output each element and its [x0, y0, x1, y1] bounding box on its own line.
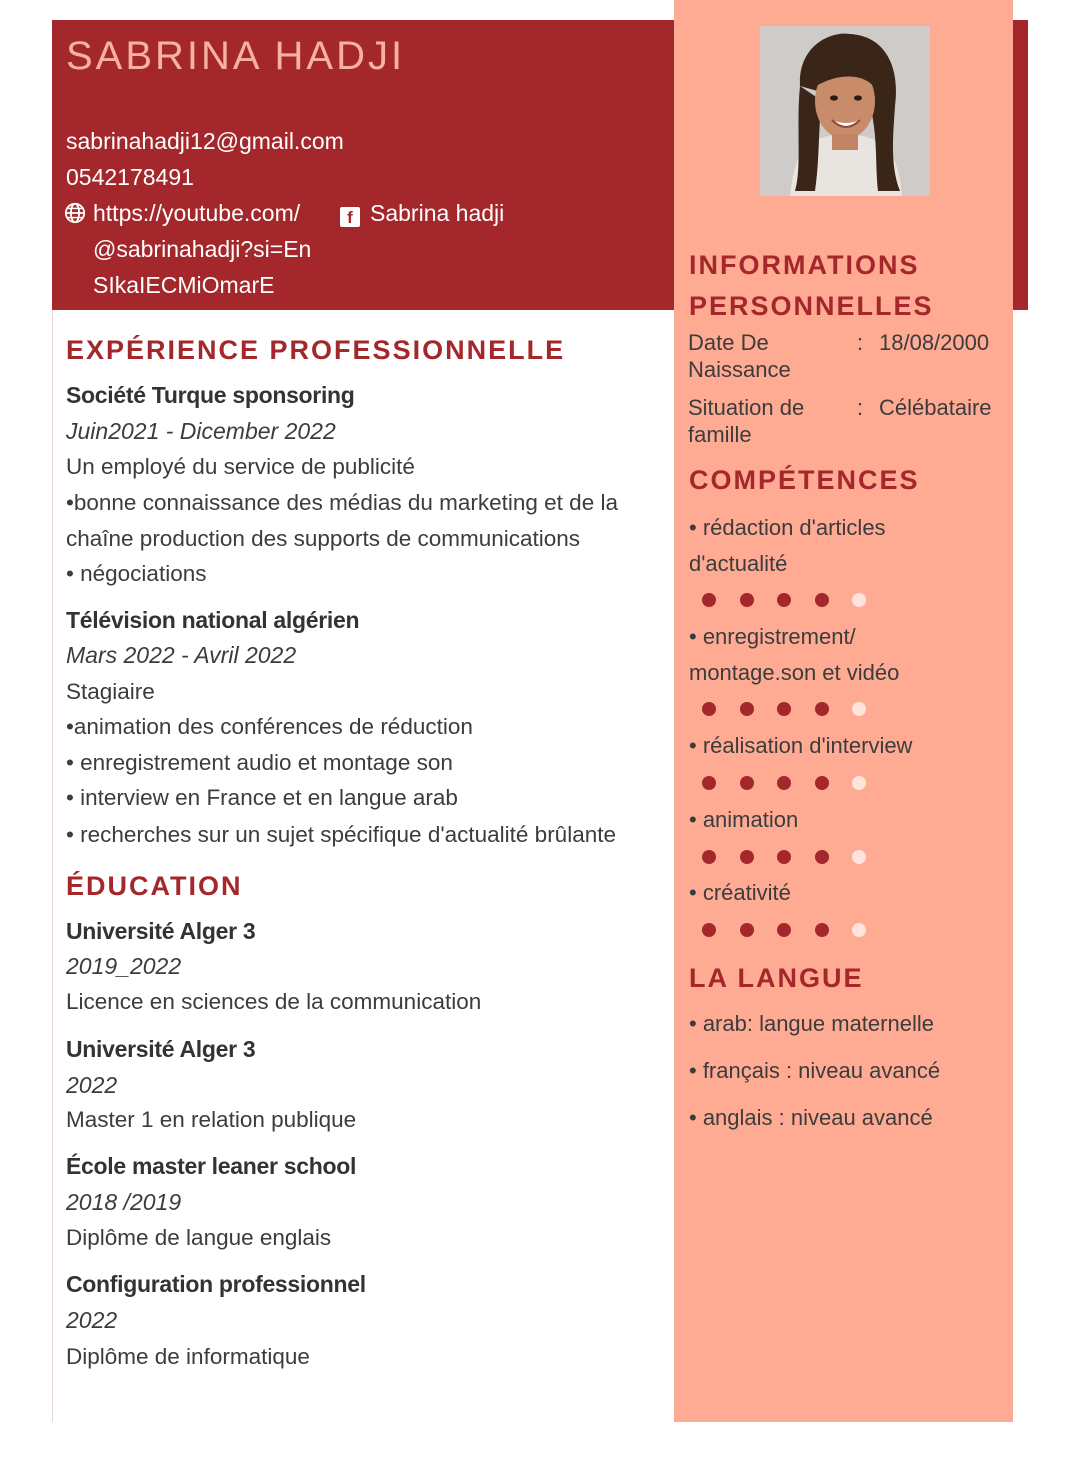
rating-dot-empty [852, 702, 866, 716]
personal-info-title-line: PERSONNELLES [689, 291, 934, 321]
rating-dot-filled [815, 850, 829, 864]
job-description-line: • négociations [66, 561, 207, 586]
skill-item [689, 619, 999, 691]
school-name: Configuration professionnel [66, 1271, 366, 1297]
birthdate-value: 18/08/2000 [879, 330, 990, 355]
label-line: Date De [688, 330, 769, 355]
label-line: Naissance [688, 357, 791, 382]
skill-line: montage.son et vidéo [689, 660, 900, 685]
website-link[interactable] [93, 195, 311, 303]
rating-dot-filled [702, 850, 716, 864]
job-description-line: • interview en France et en langue arab [66, 785, 458, 810]
degree: Master 1 en relation publique [66, 1107, 357, 1132]
website-line: https://youtube.com/ [93, 200, 301, 226]
rating-dot-filled [740, 923, 754, 937]
personal-info-title [689, 245, 934, 327]
marital-status-value: Célébataire [879, 395, 992, 420]
rating-dot-filled [777, 850, 791, 864]
sidebar [674, 0, 1013, 1422]
left-divider [52, 310, 53, 1422]
languages-title: LA LANGUE [689, 963, 864, 993]
rating-dot-filled [740, 702, 754, 716]
rating-dot-filled [777, 593, 791, 607]
experience-title: EXPÉRIENCE PROFESSIONNELLE [66, 335, 566, 365]
rating-dot-empty [852, 923, 866, 937]
job-description-line: • recherches sur un sujet spécifique d'actualité brûlante [66, 822, 616, 847]
skill-item [689, 875, 999, 911]
school-date: 2019_2022 [66, 953, 182, 979]
job-description-line: • enregistrement audio et montage son [66, 750, 453, 775]
facebook-link[interactable] [340, 195, 504, 231]
skill-item [689, 802, 999, 838]
degree: Licence en sciences de la communication [66, 989, 482, 1014]
candidate-name: SABRINA HADJI [66, 34, 406, 78]
school-name: Université Alger 3 [66, 918, 256, 944]
skill-item [689, 728, 999, 764]
label-line: Situation de [688, 395, 805, 420]
rating-dot-filled [740, 850, 754, 864]
rating-dot-empty [852, 776, 866, 790]
job-date: Juin2021 - Dicember 2022 [66, 418, 336, 444]
job-date: Mars 2022 - Avril 2022 [66, 642, 297, 668]
facebook-icon: f [340, 207, 360, 227]
rating-dot-filled [740, 776, 754, 790]
school-date: 2022 [66, 1072, 118, 1098]
skills-title: COMPÉTENCES [689, 465, 920, 495]
job-description-line: Stagiaire [66, 679, 155, 704]
job-description-line: •animation des conférences de réduction [66, 714, 473, 739]
job-employer: Société Turque sponsoring [66, 382, 355, 408]
school-name: Université Alger 3 [66, 1036, 256, 1062]
personal-info-title-line: INFORMATIONS [689, 250, 920, 280]
rating-dot-filled [815, 593, 829, 607]
rating-dot-filled [777, 776, 791, 790]
marital-status-label [688, 394, 804, 448]
language-item: • français : niveau avancé [689, 1058, 941, 1083]
email-link[interactable]: sabrinahadji12@gmail.com [66, 128, 344, 154]
website-row [64, 195, 92, 231]
skill-line: • animation [689, 807, 799, 832]
school-date: 2018 /2019 [66, 1189, 182, 1215]
rating-dot-filled [815, 702, 829, 716]
education-title: ÉDUCATION [66, 871, 243, 901]
rating-dot-filled [702, 702, 716, 716]
rating-dot-filled [815, 923, 829, 937]
rating-dot-filled [815, 776, 829, 790]
rating-dot-filled [702, 923, 716, 937]
language-item: • arab: langue maternelle [689, 1011, 934, 1036]
skill-line: • créativité [689, 880, 791, 905]
school-name: École master leaner school [66, 1153, 357, 1179]
birthdate-label [688, 329, 791, 383]
skill-line: • enregistrement/ [689, 624, 856, 649]
website-line: @sabrinahadji?si=En [93, 236, 312, 262]
skill-line: d'actualité [689, 551, 788, 576]
rating-dot-filled [777, 702, 791, 716]
label-line: famille [688, 422, 752, 447]
skill-line: • rédaction d'articles [689, 515, 886, 540]
website-line: SIkaIECMiOmarE [93, 272, 275, 298]
job-description-line: chaîne production des supports de communications [66, 526, 581, 551]
rating-dot-empty [852, 850, 866, 864]
job-description-line: •bonne connaissance des médias du marketing et de la [66, 490, 618, 515]
degree: Diplôme de informatique [66, 1344, 310, 1369]
field-separator: : [857, 395, 864, 420]
skill-line: • réalisation d'interview [689, 733, 913, 758]
globe-icon [64, 202, 86, 224]
phone-number: 0542178491 [66, 164, 194, 190]
rating-dot-filled [777, 923, 791, 937]
job-employer: Télévision national algérien [66, 607, 360, 633]
job-description-line: Un employé du service de publicité [66, 454, 415, 479]
rating-dot-filled [702, 776, 716, 790]
field-separator: : [857, 330, 864, 355]
facebook-name: Sabrina hadji [370, 200, 505, 226]
rating-dot-filled [702, 593, 716, 607]
school-date: 2022 [66, 1307, 118, 1333]
language-item: • anglais : niveau avancé [689, 1105, 933, 1130]
rating-dot-empty [852, 593, 866, 607]
rating-dot-filled [740, 593, 754, 607]
profile-photo [760, 26, 930, 196]
degree: Diplôme de langue englais [66, 1225, 332, 1250]
skill-item [689, 510, 999, 582]
